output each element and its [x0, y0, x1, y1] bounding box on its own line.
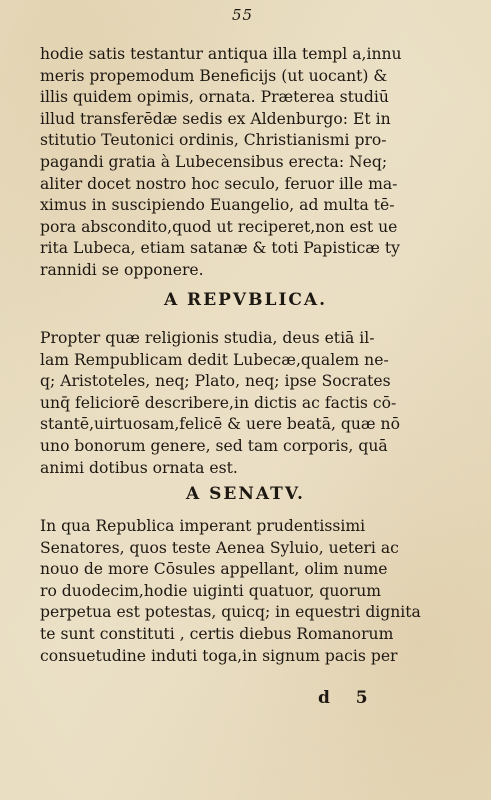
text-line: meris propemodum Beneficijs (ut uocant) &	[40, 66, 388, 85]
signature-mark: d 5	[318, 688, 378, 708]
section-heading-republica: A REPVBLICA.	[163, 290, 328, 310]
text-line: Senatores, quos teste Aenea Syluio, ueteri ac	[40, 538, 399, 557]
text-line: animi dotibus ornata est.	[40, 458, 238, 477]
text-line: rita Lubeca, etiam satanæ & toti Papisticæ ty	[40, 239, 400, 258]
text-line: nouo de more Cōsules appellant, olim nume	[40, 560, 388, 579]
text-line: te sunt constituti , certis diebus Romanorum	[40, 624, 394, 643]
text-line: stantē,uirtuosam,felicē & uere beatā, quæ nō	[40, 415, 400, 434]
text-line: uno bonorum genere, sed tam corporis, quā	[40, 436, 388, 455]
text-line: unq̄ feliciorē describere,in dictis ac factis cō-	[40, 393, 397, 412]
text-line: q; Aristoteles, neq; Plato, neq; ipse Socrates	[40, 372, 391, 391]
text-line: perpetua est potestas, quicq; in equestri dignita	[40, 603, 421, 622]
text-line: illud transferēdæ sedis ex Aldenburgo: Et in	[40, 109, 391, 128]
text-line: pora absconditо,quod ut reciperet,non est ue	[40, 217, 398, 236]
text-line: stitutio Teutonici ordinis, Christianismi pro-	[40, 131, 387, 150]
paragraph-3	[40, 516, 460, 667]
text-line: hodie satis testantur antiqua illa templ a,innu	[40, 45, 402, 63]
text-line: consuetudine induti toga,in signum pacis per	[40, 646, 398, 665]
text-line: ximus in suscipiendo Euangelio, ad multa tē-	[40, 196, 395, 215]
text-line: In qua Republica imperant prudentissimi	[40, 517, 366, 535]
text-line: aliter docet nostro hoc seculo, feruor ille ma-	[40, 174, 398, 193]
paragraph-2	[40, 328, 460, 479]
text-line: lam Rempublicam dedit Lubecæ,qualem ne-	[40, 350, 389, 369]
folio-number: 55	[232, 6, 254, 24]
text-line: illis quidem opimis, ornata. Præterea studiū	[40, 88, 389, 107]
text-line: rannidi se opponere.	[40, 260, 204, 279]
section-heading-senatu: A SENATV.	[186, 484, 305, 504]
paragraph-1	[40, 44, 460, 282]
text-line: ro duodecim,hodie uiginti quatuor, quorum	[40, 581, 382, 600]
text-line: Propter quæ religionis studia, deus etiā il-	[40, 329, 375, 347]
text-line: pagandi gratia à Lubecensibus erecta: Neq;	[40, 152, 388, 171]
